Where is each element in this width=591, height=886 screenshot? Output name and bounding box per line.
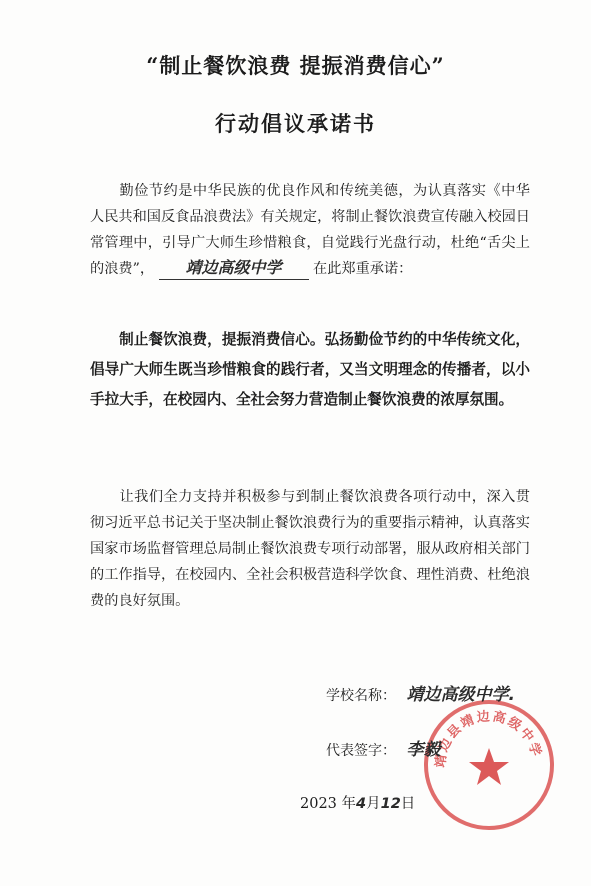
representative-row — [326, 735, 440, 760]
paragraph-intro-text: 勤俭节约是中华民族的优良作风和传统美德，为认真落实《中华人民共和国反食品浪费法》有关规定，将制止餐饮浪费宣传融入校园日常管理中，引导广大师生珍惜粮食，自觉践行光盘行动，杜绝“舌尖上的浪费”， — [90, 183, 530, 277]
school-name-signature: 靖边高级中学. — [406, 685, 515, 705]
paragraph-commitment — [90, 325, 530, 415]
seal-graphic — [428, 704, 550, 826]
star-icon — [469, 748, 509, 785]
document-title: “制止餐饮浪费 提振消费信心” — [146, 53, 445, 78]
date-year: 2023 年 — [300, 796, 357, 812]
paragraph-intro — [90, 178, 530, 282]
date-month: 4 — [356, 796, 367, 812]
paragraph-call-to-action — [90, 484, 530, 614]
signing-date — [300, 792, 415, 813]
seal-text: 靖边县靖边高级中学 — [433, 709, 544, 769]
date-day: 12 — [380, 796, 401, 812]
paragraph-commitment-text: 制止餐饮浪费，提振消费信心。弘扬勤俭节约的中华传统文化，倡导广大师生既当珍惜粮食的践行者，又当文明理念的传播者，以小手拉大手，在校园内、全社会努力营造制止餐饮浪费的浓厚氛围。 — [90, 331, 530, 408]
school-name-label: 学校名称： — [326, 688, 396, 704]
document-subtitle: 行动倡议承诺书 — [215, 111, 376, 136]
date-day-suffix: 日 — [400, 796, 416, 812]
handwritten-school-name: 靖边高级中学 — [159, 257, 309, 280]
paragraph-intro-end: 在此郑重承诺： — [313, 261, 413, 277]
paragraph-call-text: 让我们全力支持并积极参与到制止餐饮浪费各项行动中，深入贯彻习近平总书记关于坚决制止餐饮浪费行为的重要指示精神，认真落实国家市场监督管理总局制止餐饮浪费专项行动部署，服从政府相关部门的工作指导，在校园内、全社会积极营造科学饮食、理性消费、杜绝浪费的良好氛围。 — [90, 489, 530, 609]
representative-label: 代表签字： — [326, 743, 396, 759]
school-name-row — [326, 680, 515, 705]
date-month-suffix: 月 — [366, 796, 381, 812]
representative-signature: 李毅 — [406, 740, 441, 760]
official-seal — [424, 700, 554, 830]
